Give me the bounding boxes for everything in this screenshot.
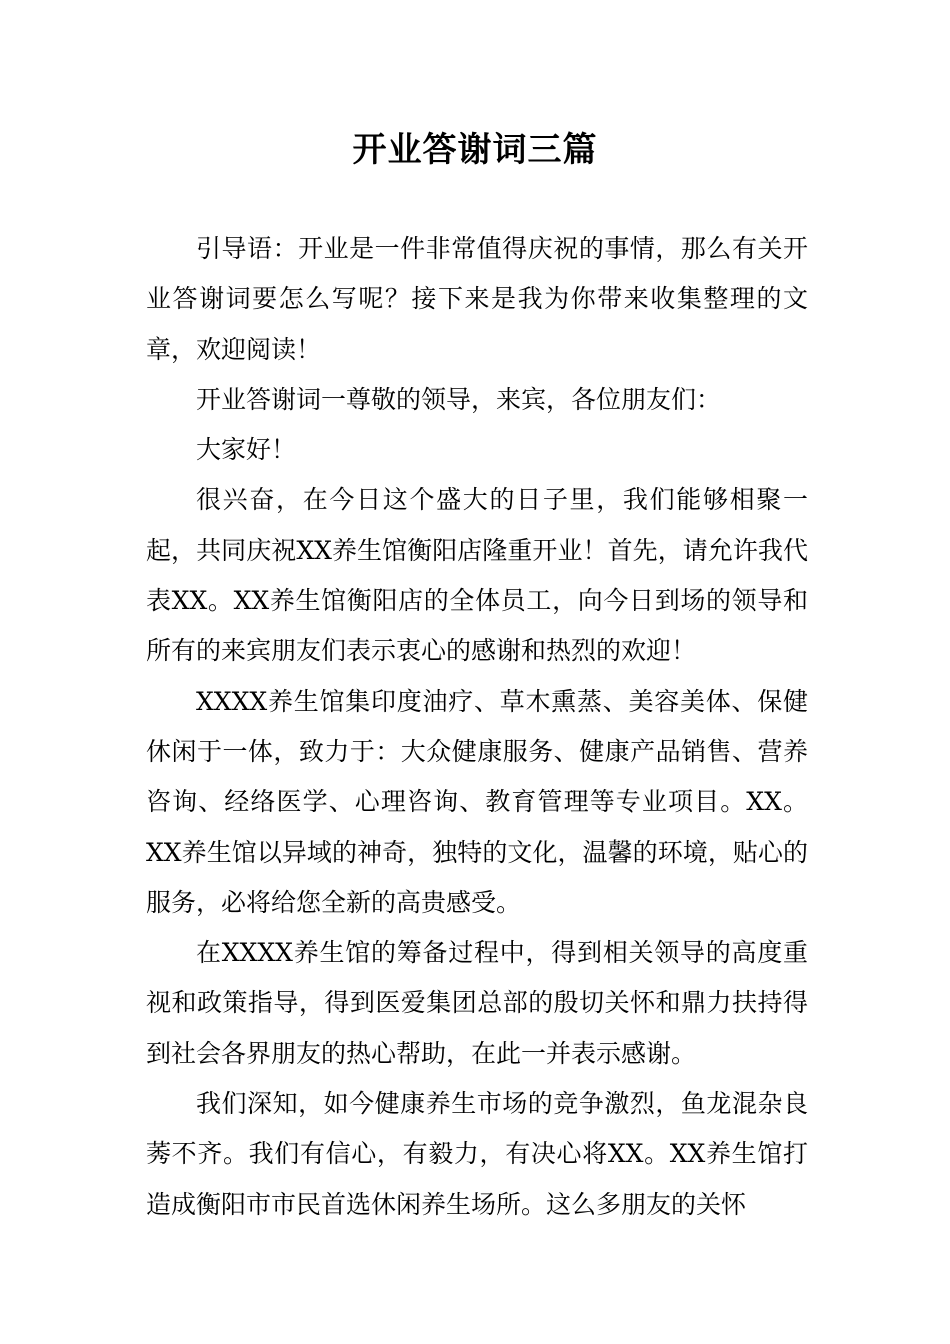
document-title: 开业答谢词三篇 — [352, 130, 598, 170]
paragraph-celebration: 很兴奋，在今日这个盛大的日子里，我们能够相聚一起，共同庆祝XX养生馆衡阳店隆重开业！首先，请允许我代表XX。XX养生馆衡阳店的全体员工，向今日到场的领导和所有的来宾朋友们表示衷心的感谢和热烈的欢迎！ — [146, 485, 808, 666]
paragraph-intro: 引导语：开业是一件非常值得庆祝的事情，那么有关开业答谢词要怎么写呢？接下来是我为你带来收集整理的文章，欢迎阅读！ — [146, 234, 808, 364]
paragraph-services: XXXX养生馆集印度油疗、草木熏蒸、美容美体、保健休闲于一体，致力于：大众健康服务、健康产品销售、营养咨询、经络医学、心理咨询、教育管理等专业项目。XX。XX养生馆以异域的神奇，独特的文化，温馨的环境，贴心的服务，必将给您全新的高贵感受。 — [146, 686, 808, 917]
paragraph-market: 我们深知，如今健康养生市场的竞争激烈，鱼龙混杂良莠不齐。我们有信心，有毅力，有决心将XX。XX养生馆打造成衡阳市市民首选休闲养生场所。这么多朋友的关怀 — [146, 1089, 808, 1219]
paragraph-hello: 大家好！ — [196, 435, 297, 465]
paragraph-thanks: 在XXXX养生馆的筹备过程中，得到相关领导的高度重视和政策指导，得到医爱集团总部的殷切关怀和鼎力扶持得到社会各界朋友的热心帮助，在此一并表示感谢。 — [146, 938, 808, 1068]
paragraph-greeting-heading: 开业答谢词一尊敬的领导，来宾，各位朋友们： — [196, 384, 722, 414]
document-body — [146, 224, 808, 1230]
